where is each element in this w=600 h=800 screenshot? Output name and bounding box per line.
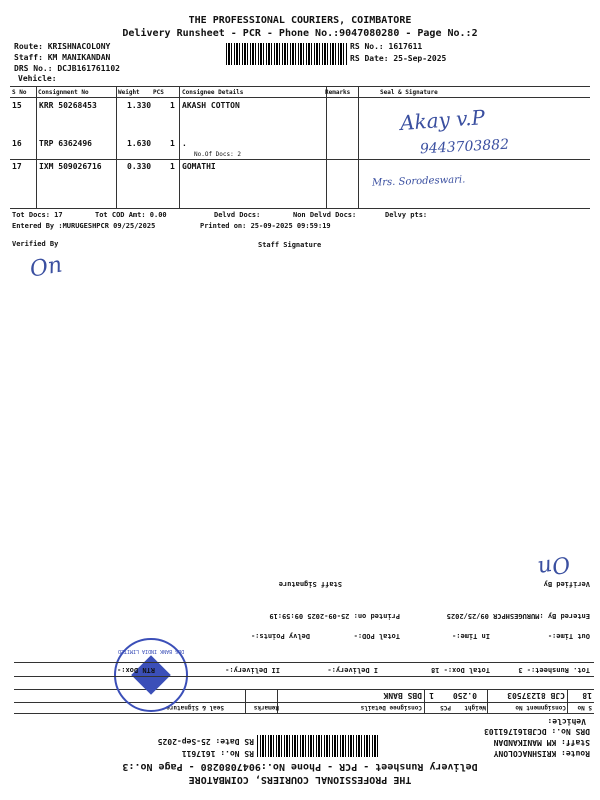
cell-consignee: .	[182, 139, 187, 148]
cell-pcs: 1	[429, 691, 434, 700]
cell-weight: 1.630	[127, 139, 152, 148]
in-time: In Time:-	[452, 632, 490, 640]
header-sno: S No	[12, 89, 27, 96]
cell-sno: 17	[12, 162, 22, 171]
col-divider	[245, 690, 246, 714]
total-pod: Total POD:-	[353, 632, 400, 640]
drs-number: DRS No.: DCJB161761102	[14, 64, 120, 73]
printed-on: Printed on: 25-09-2025 09:59:19	[269, 612, 400, 620]
cell-weight: 0.330	[127, 162, 152, 171]
i-delivery: I Delivery:-	[327, 666, 378, 674]
route-label: Route: KRISHNACOLONY	[14, 42, 111, 51]
cell-note: No.Of Docs: 2	[194, 151, 241, 158]
header-consignment: Consignment No	[515, 704, 566, 711]
cell-consignment: KRR 50268453	[39, 101, 97, 110]
cell-consignment: TRP 6362496	[39, 139, 92, 148]
vehicle-label: Vehicle:	[547, 717, 586, 726]
table-top-border	[14, 713, 594, 714]
staff-label: Staff: KM MANIKANDAN	[14, 53, 111, 62]
rs-number: RS No.: 1617611	[181, 749, 254, 758]
entered-by: Entered By :MURUGESHPCR 09/25/2025	[12, 222, 156, 230]
handwritten-signature: Mrs. Sorodeswari.	[371, 174, 466, 189]
bank-seal-stamp	[114, 638, 188, 712]
verifier-initials: On	[535, 550, 572, 581]
rs-date: RS Date: 25-Sep-2025	[157, 737, 254, 746]
printed-on: Printed on: 25-09-2025 09:59:19	[200, 222, 331, 230]
header-consignment: Consignment No	[38, 89, 89, 96]
verified-by-label: Verified By	[12, 240, 59, 248]
non-delivered-docs: Non Delvd Docs:	[293, 211, 357, 219]
footer-divider	[14, 662, 594, 663]
runsheet-subtitle: Delivery Runsheet - PCR - Phone No.:9047080280 - Page No.:3	[122, 761, 478, 772]
header-remarks: Remarks	[253, 704, 279, 711]
runsheet-subtitle: Delivery Runsheet - PCR - Phone No.:9047080280 - Page No.:2	[122, 28, 478, 39]
header-weight: Weight	[464, 704, 486, 711]
cell-consignment: CJB 81237503	[507, 691, 565, 700]
delivered-docs: Delvd Docs:	[214, 211, 261, 219]
cell-sno: 18	[582, 691, 592, 700]
ii-delivery: II Delivery:-	[225, 666, 280, 674]
cell-consignee: AKASH COTTON	[182, 101, 240, 110]
rtn-dox: RTN Dox:-	[117, 666, 155, 674]
col-divider	[424, 690, 425, 714]
cell-pcs: 1	[170, 101, 175, 110]
cell-sno: 15	[12, 101, 22, 110]
cell-weight: 0.250	[452, 691, 477, 700]
out-time: Out Time:-	[547, 632, 590, 640]
company-title: THE PROFESSIONAL COURIERS, COIMBATORE	[188, 15, 412, 26]
stamp-text: DBS BANK INDIA LIMITED	[117, 648, 185, 654]
header-seal: Seal & Signature	[380, 89, 438, 96]
header-consignee: Consignee Details	[360, 704, 422, 711]
cell-sno: 16	[12, 139, 22, 148]
handwritten-phone: 9443703882	[419, 136, 510, 158]
cell-consignment: IXM 509026716	[39, 162, 102, 171]
cell-consignee: DBS BANK	[383, 691, 422, 700]
header-divider	[14, 702, 594, 703]
staff-signature-label: Staff Signature	[258, 241, 322, 249]
barcode	[256, 735, 378, 757]
header-consignee: Consignee Details	[182, 89, 244, 96]
header-pcs: PCS	[440, 704, 451, 711]
verifier-initials: On	[28, 252, 65, 283]
header-seal: Seal & Signature	[166, 704, 224, 711]
rs-date: RS Date: 25-Sep-2025	[350, 54, 447, 63]
route-label: Route: KRISHNACOLONY	[493, 749, 590, 758]
col-divider	[567, 690, 568, 714]
delivery-points: Delvy Points:-	[250, 632, 310, 640]
table-bottom-border	[14, 689, 594, 690]
handwritten-signature: Akay v.P	[399, 105, 486, 135]
footer-divider	[14, 676, 594, 677]
header-weight: Weight	[118, 89, 140, 96]
entered-by: Entered By :MURUGESHPCR 09/25/2025	[446, 612, 590, 620]
header-pcs: PCS	[153, 89, 164, 96]
tot-docs: Tot Docs: 17	[12, 211, 63, 219]
staff-signature-label: Staff Signature	[278, 580, 342, 588]
tot-runsheet: Tot. Runsheet:- 3	[518, 666, 590, 674]
total-dox: Total Dox:- 18	[430, 666, 490, 674]
cell-pcs: 1	[170, 162, 175, 171]
drs-number: DRS No.: DCJB161761103	[484, 727, 590, 736]
rs-number: RS No.: 1617611	[350, 42, 423, 51]
verified-by-label: Verified By	[543, 580, 590, 588]
tot-cod-amount: Tot COD Amt: 0.00	[95, 211, 167, 219]
vehicle-label: Vehicle:	[18, 74, 57, 83]
cell-weight: 1.330	[127, 101, 152, 110]
header-remarks: Remarks	[325, 89, 351, 96]
cell-pcs: 1	[170, 139, 175, 148]
delivery-points: Delvy pts:	[385, 211, 428, 219]
header-sno: S No	[577, 704, 592, 711]
staff-label: Staff: KM MANIKANDAN	[493, 738, 590, 747]
company-title: THE PROFESSIONAL COURIERS, COIMBATORE	[188, 774, 412, 785]
cell-consignee: GOMATHI	[182, 162, 216, 171]
col-divider	[487, 690, 488, 714]
